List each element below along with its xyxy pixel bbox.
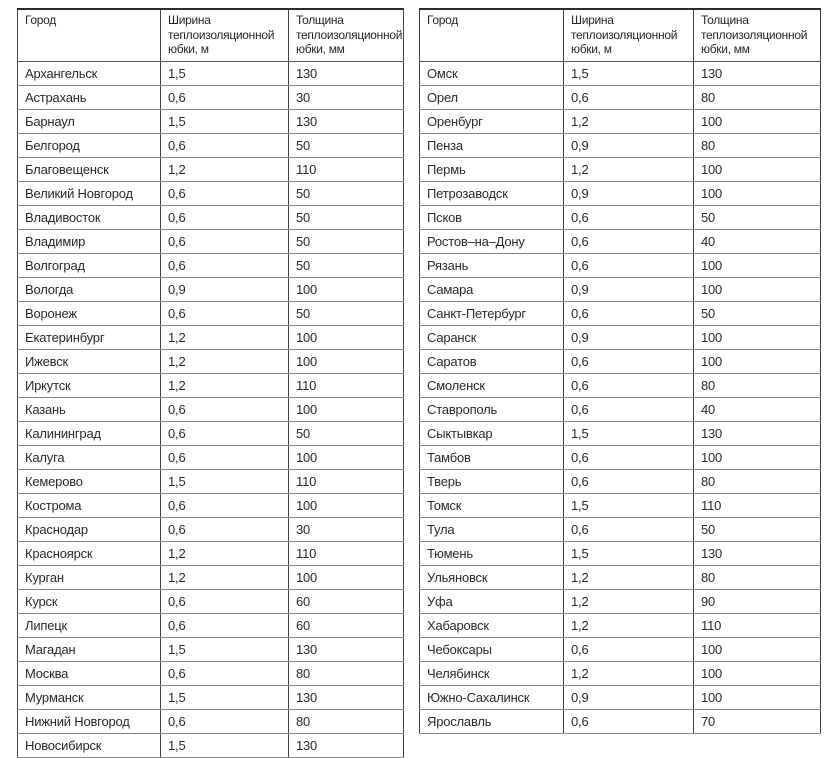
city-cell: Челябинск (420, 662, 564, 686)
table-row (18, 350, 404, 374)
table-row (18, 542, 404, 566)
thickness-cell: 100 (694, 182, 821, 206)
width-cell: 0,6 (161, 494, 289, 518)
city-cell: Тула (420, 518, 564, 542)
thickness-cell: 80 (289, 662, 404, 686)
table-row (420, 230, 821, 254)
width-cell: 0,6 (564, 470, 694, 494)
table-row (18, 254, 404, 278)
city-cell: Оренбург (420, 110, 564, 134)
thickness-cell: 50 (694, 206, 821, 230)
width-cell: 0,9 (564, 182, 694, 206)
city-cell: Воронеж (18, 302, 161, 326)
header-row (420, 9, 821, 62)
width-cell: 0,6 (161, 254, 289, 278)
table-row (18, 590, 404, 614)
table-row (18, 422, 404, 446)
thickness-cell: 100 (289, 494, 404, 518)
thickness-cell: 100 (694, 350, 821, 374)
thickness-cell: 110 (694, 494, 821, 518)
table-row (420, 278, 821, 302)
width-cell: 0,6 (564, 398, 694, 422)
city-cell: Барнаул (18, 110, 161, 134)
city-cell: Ижевск (18, 350, 161, 374)
width-cell: 1,2 (564, 614, 694, 638)
width-cell: 0,6 (161, 230, 289, 254)
table-row (420, 494, 821, 518)
width-cell: 0,9 (564, 134, 694, 158)
thickness-cell: 40 (694, 230, 821, 254)
table-row (420, 614, 821, 638)
city-cell: Калининград (18, 422, 161, 446)
table-row (420, 302, 821, 326)
thickness-cell: 100 (289, 566, 404, 590)
city-cell: Мурманск (18, 686, 161, 710)
thickness-cell: 40 (694, 398, 821, 422)
thickness-cell: 50 (289, 206, 404, 230)
width-cell: 1,5 (564, 422, 694, 446)
thickness-cell: 100 (694, 110, 821, 134)
thickness-cell: 50 (289, 254, 404, 278)
city-cell: Санкт-Петербург (420, 302, 564, 326)
width-cell: 0,6 (161, 422, 289, 446)
city-cell: Владимир (18, 230, 161, 254)
thickness-cell: 100 (694, 446, 821, 470)
city-cell: Благовещенск (18, 158, 161, 182)
city-cell: Казань (18, 398, 161, 422)
width-cell: 1,2 (161, 542, 289, 566)
city-cell: Тамбов (420, 446, 564, 470)
table-row (18, 734, 404, 758)
width-cell: 1,2 (564, 590, 694, 614)
width-cell: 1,5 (161, 734, 289, 758)
table-row (18, 110, 404, 134)
city-cell: Ставрополь (420, 398, 564, 422)
city-cell: Магадан (18, 638, 161, 662)
width-cell: 0,9 (564, 278, 694, 302)
city-cell: Белгород (18, 134, 161, 158)
width-cell: 0,6 (564, 302, 694, 326)
table-row (420, 254, 821, 278)
thickness-cell: 100 (694, 326, 821, 350)
thickness-cell: 100 (694, 158, 821, 182)
thickness-cell: 100 (694, 638, 821, 662)
table-row (420, 86, 821, 110)
city-cell: Нижний Новгород (18, 710, 161, 734)
width-cell: 1,2 (161, 350, 289, 374)
width-cell: 0,6 (161, 710, 289, 734)
thickness-cell: 80 (289, 710, 404, 734)
table-row (420, 710, 821, 734)
city-cell: Краснодар (18, 518, 161, 542)
table-row (18, 134, 404, 158)
city-cell: Тюмень (420, 542, 564, 566)
thickness-cell: 50 (289, 134, 404, 158)
city-cell: Тверь (420, 470, 564, 494)
width-cell: 0,6 (161, 518, 289, 542)
city-cell: Великий Новгород (18, 182, 161, 206)
thickness-cell: 30 (289, 86, 404, 110)
thickness-cell: 130 (289, 734, 404, 758)
table-row (420, 326, 821, 350)
table-row (420, 638, 821, 662)
city-cell: Омск (420, 62, 564, 86)
table-row (18, 302, 404, 326)
city-cell: Астрахань (18, 86, 161, 110)
thickness-cell: 50 (694, 518, 821, 542)
thickness-cell: 100 (289, 446, 404, 470)
thickness-cell: 50 (289, 182, 404, 206)
width-cell: 1,2 (564, 566, 694, 590)
thickness-cell: 130 (694, 422, 821, 446)
table-body-left (18, 62, 404, 758)
city-cell: Кострома (18, 494, 161, 518)
width-cell: 0,6 (161, 182, 289, 206)
city-cell: Саратов (420, 350, 564, 374)
table-row (18, 566, 404, 590)
table-row (18, 686, 404, 710)
city-cell: Хабаровск (420, 614, 564, 638)
city-cell: Курск (18, 590, 161, 614)
width-cell: 0,6 (564, 374, 694, 398)
table-row (18, 86, 404, 110)
insulation-table-left (17, 8, 404, 758)
width-cell: 0,6 (564, 446, 694, 470)
column-header-width: Ширина теплоизоляционной юбки, м (564, 9, 694, 62)
city-cell: Москва (18, 662, 161, 686)
thickness-cell: 100 (694, 662, 821, 686)
city-cell: Чебоксары (420, 638, 564, 662)
city-cell: Курган (18, 566, 161, 590)
table-row (18, 158, 404, 182)
city-cell: Пермь (420, 158, 564, 182)
thickness-cell: 130 (289, 638, 404, 662)
city-cell: Кемерово (18, 470, 161, 494)
header-row (18, 9, 404, 62)
table-row (18, 326, 404, 350)
table-row (420, 542, 821, 566)
thickness-cell: 80 (694, 86, 821, 110)
table-row (420, 686, 821, 710)
table-row (18, 494, 404, 518)
width-cell: 1,5 (161, 470, 289, 494)
thickness-cell: 100 (289, 398, 404, 422)
thickness-cell: 80 (694, 566, 821, 590)
thickness-cell: 130 (694, 62, 821, 86)
thickness-cell: 100 (694, 686, 821, 710)
width-cell: 0,6 (564, 638, 694, 662)
city-cell: Сыктывкар (420, 422, 564, 446)
table-row (18, 182, 404, 206)
table-row (18, 710, 404, 734)
width-cell: 0,6 (161, 590, 289, 614)
width-cell: 1,2 (564, 662, 694, 686)
thickness-cell: 110 (289, 158, 404, 182)
table-row (18, 398, 404, 422)
city-cell: Ярославль (420, 710, 564, 734)
city-cell: Рязань (420, 254, 564, 278)
thickness-cell: 80 (694, 134, 821, 158)
thickness-cell: 50 (289, 230, 404, 254)
table-body-right (420, 62, 821, 734)
city-cell: Ульяновск (420, 566, 564, 590)
city-cell: Вологда (18, 278, 161, 302)
table-row (420, 206, 821, 230)
width-cell: 0,9 (564, 686, 694, 710)
city-cell: Томск (420, 494, 564, 518)
thickness-cell: 80 (694, 470, 821, 494)
table-row (18, 230, 404, 254)
thickness-cell: 100 (694, 254, 821, 278)
table-row (420, 518, 821, 542)
width-cell: 0,6 (161, 206, 289, 230)
insulation-table-right (419, 8, 821, 734)
width-cell: 0,6 (161, 662, 289, 686)
table-row (18, 374, 404, 398)
city-cell: Волгоград (18, 254, 161, 278)
table-row (420, 422, 821, 446)
thickness-cell: 130 (694, 542, 821, 566)
city-cell: Псков (420, 206, 564, 230)
column-header-thickness: Толщина теплоизоляционной юбки, мм (289, 9, 404, 62)
table-row (420, 446, 821, 470)
width-cell: 1,5 (564, 494, 694, 518)
table-row (420, 470, 821, 494)
city-cell: Орел (420, 86, 564, 110)
thickness-cell: 60 (289, 614, 404, 638)
city-cell: Красноярск (18, 542, 161, 566)
width-cell: 0,6 (564, 206, 694, 230)
column-header-thickness: Толщина теплоизоляционной юбки, мм (694, 9, 821, 62)
width-cell: 1,5 (161, 110, 289, 134)
width-cell: 0,6 (161, 614, 289, 638)
thickness-cell: 90 (694, 590, 821, 614)
city-cell: Екатеринбург (18, 326, 161, 350)
city-cell: Новосибирск (18, 734, 161, 758)
thickness-cell: 110 (289, 470, 404, 494)
thickness-cell: 100 (694, 278, 821, 302)
width-cell: 0,6 (161, 134, 289, 158)
width-cell: 1,2 (161, 326, 289, 350)
table-row (420, 182, 821, 206)
table-row (18, 206, 404, 230)
width-cell: 0,6 (564, 350, 694, 374)
width-cell: 1,2 (161, 374, 289, 398)
thickness-cell: 100 (289, 350, 404, 374)
width-cell: 1,5 (161, 686, 289, 710)
width-cell: 0,9 (564, 326, 694, 350)
thickness-cell: 130 (289, 62, 404, 86)
table-row (420, 662, 821, 686)
table-row (18, 446, 404, 470)
width-cell: 1,5 (564, 542, 694, 566)
table-row (420, 398, 821, 422)
width-cell: 1,5 (161, 638, 289, 662)
table-row (420, 110, 821, 134)
width-cell: 0,6 (564, 86, 694, 110)
table-row (18, 470, 404, 494)
table-row (420, 566, 821, 590)
table-row (420, 134, 821, 158)
thickness-cell: 60 (289, 590, 404, 614)
city-cell: Липецк (18, 614, 161, 638)
city-cell: Владивосток (18, 206, 161, 230)
city-cell: Саранск (420, 326, 564, 350)
table-row (420, 350, 821, 374)
thickness-cell: 50 (289, 422, 404, 446)
width-cell: 0,6 (161, 398, 289, 422)
width-cell: 1,2 (161, 566, 289, 590)
table-row (18, 518, 404, 542)
thickness-cell: 110 (289, 374, 404, 398)
width-cell: 0,6 (161, 86, 289, 110)
thickness-cell: 30 (289, 518, 404, 542)
table-row (18, 62, 404, 86)
column-header-width: Ширина теплоизоляционной юбки, м (161, 9, 289, 62)
thickness-cell: 50 (289, 302, 404, 326)
city-cell: Ростов–на–Дону (420, 230, 564, 254)
city-cell: Калуга (18, 446, 161, 470)
city-cell: Смоленск (420, 374, 564, 398)
column-header-city: Город (18, 9, 161, 62)
table-row (18, 662, 404, 686)
width-cell: 0,9 (161, 278, 289, 302)
thickness-cell: 130 (289, 686, 404, 710)
width-cell: 0,6 (161, 446, 289, 470)
width-cell: 0,6 (564, 710, 694, 734)
city-cell: Самара (420, 278, 564, 302)
thickness-cell: 50 (694, 302, 821, 326)
table-row (18, 278, 404, 302)
width-cell: 0,6 (564, 518, 694, 542)
table-row (420, 62, 821, 86)
thickness-cell: 100 (289, 326, 404, 350)
thickness-cell: 110 (289, 542, 404, 566)
width-cell: 0,6 (564, 254, 694, 278)
thickness-cell: 80 (694, 374, 821, 398)
width-cell: 1,5 (564, 62, 694, 86)
table-row (420, 374, 821, 398)
width-cell: 1,5 (161, 62, 289, 86)
width-cell: 0,6 (564, 230, 694, 254)
city-cell: Уфа (420, 590, 564, 614)
column-header-city: Город (420, 9, 564, 62)
thickness-cell: 130 (289, 110, 404, 134)
table-row (18, 614, 404, 638)
width-cell: 0,6 (161, 302, 289, 326)
city-cell: Петрозаводск (420, 182, 564, 206)
table-row (420, 158, 821, 182)
table-row (18, 638, 404, 662)
width-cell: 1,2 (564, 110, 694, 134)
city-cell: Архангельск (18, 62, 161, 86)
width-cell: 1,2 (564, 158, 694, 182)
thickness-cell: 70 (694, 710, 821, 734)
thickness-cell: 100 (289, 278, 404, 302)
city-cell: Южно-Сахалинск (420, 686, 564, 710)
table-row (420, 590, 821, 614)
thickness-cell: 110 (694, 614, 821, 638)
city-cell: Иркутск (18, 374, 161, 398)
city-cell: Пенза (420, 134, 564, 158)
width-cell: 1,2 (161, 158, 289, 182)
